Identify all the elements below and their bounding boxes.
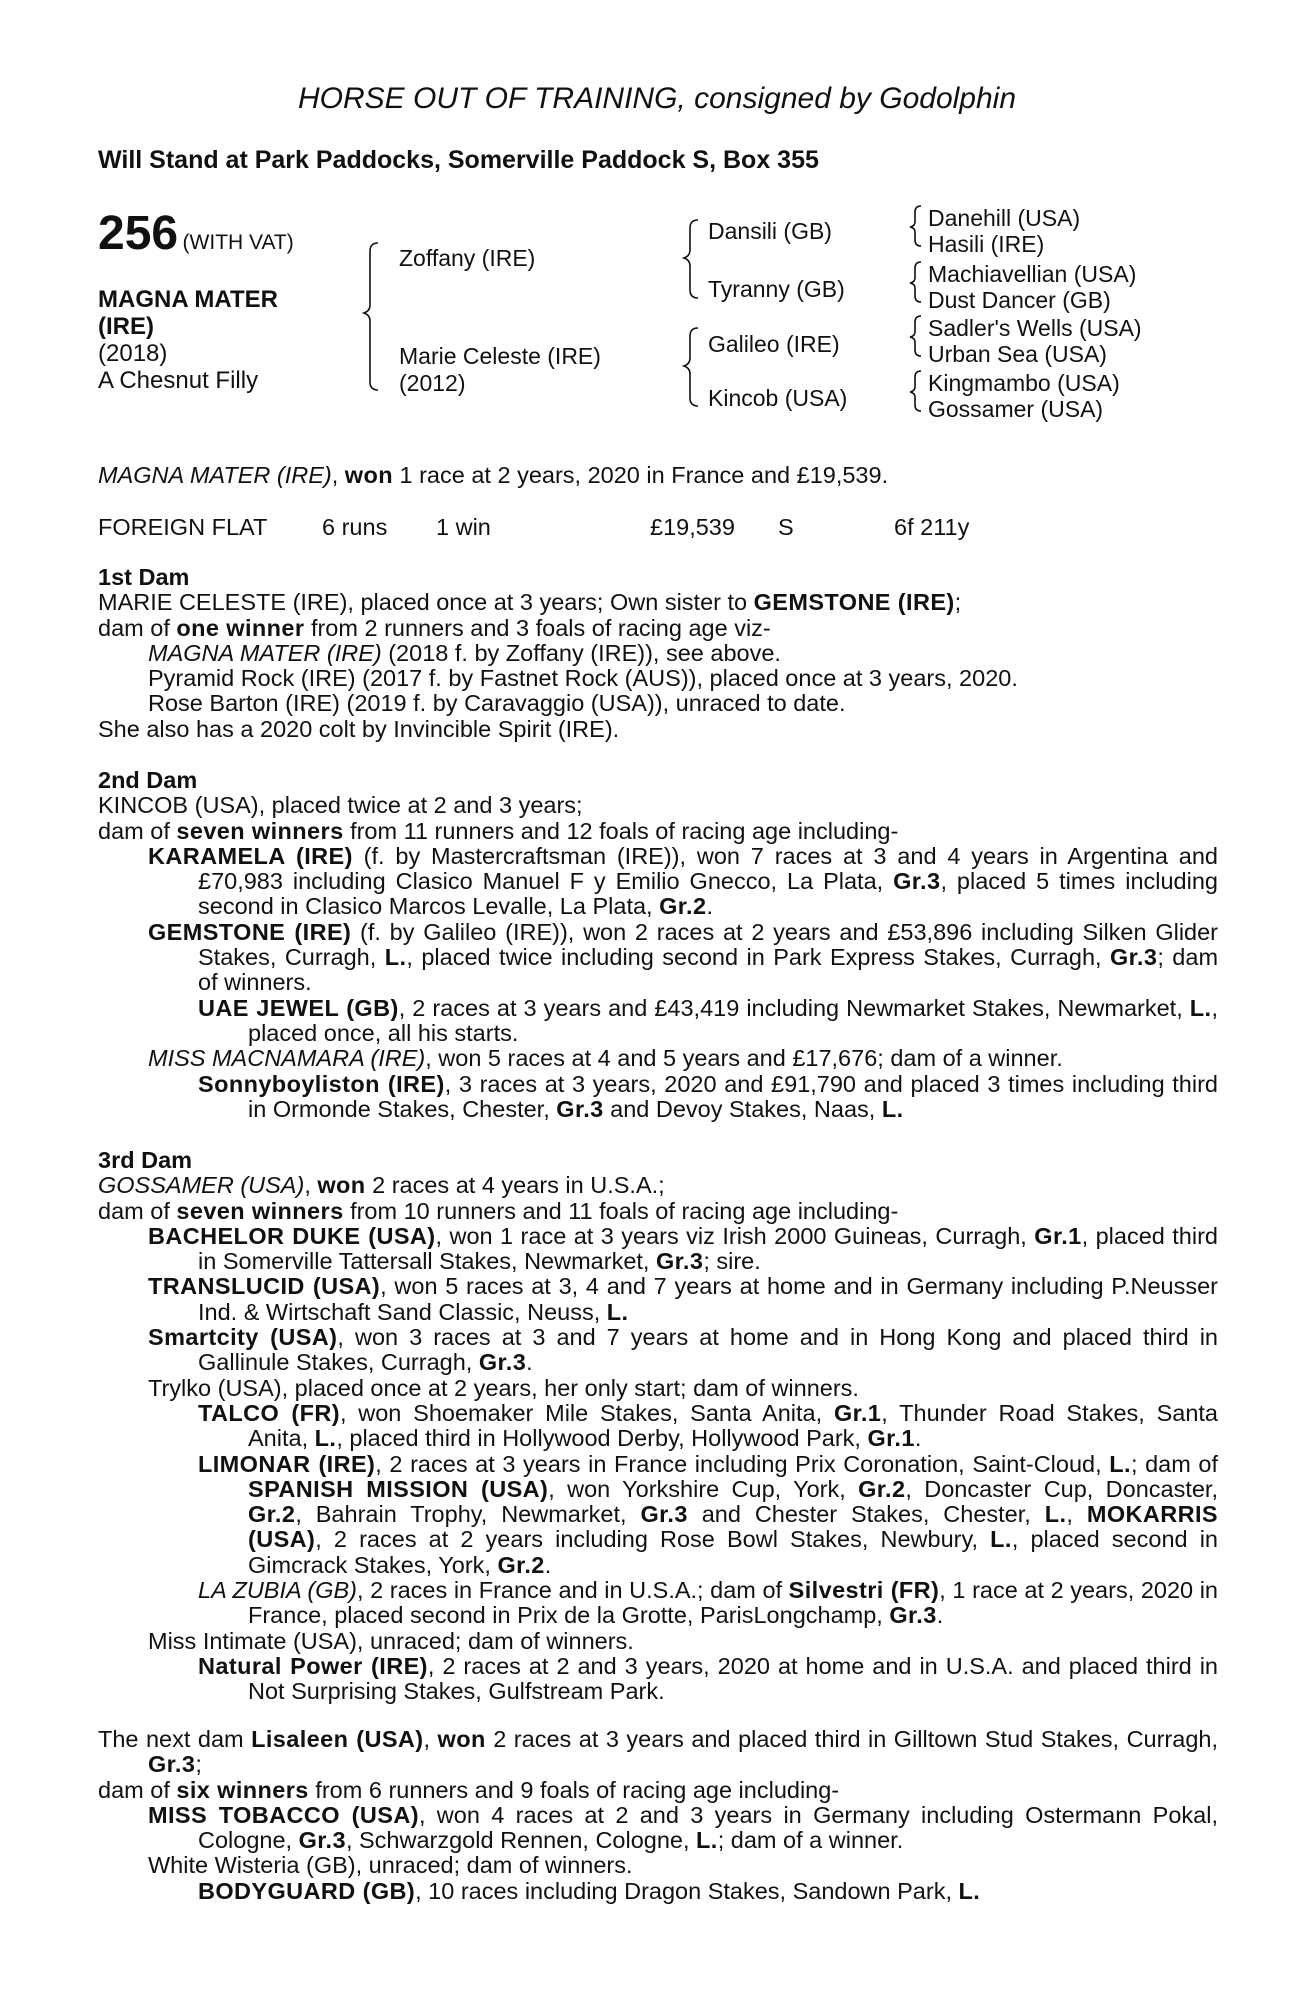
first-dam-section	[98, 565, 1218, 742]
horse-origin: (IRE)	[98, 313, 154, 340]
next-dam-line1: The next dam Lisaleen (USA), won 2 races at 3 years and placed third in Gilltown Stud Stakes, Curragh, Gr.3;	[98, 1726, 1218, 1778]
first-dam-foal3: Rose Barton (IRE) (2019 f. by Caravaggio (USA)), unraced to date.	[148, 690, 846, 717]
pedigree-sire-sire: Dansili (GB)	[708, 218, 832, 244]
pedigree-dam-dam: Kincob (USA)	[708, 385, 848, 411]
pedigree-g5: Sadler's Wells (USA)	[928, 315, 1142, 341]
ff-prize: £19,539	[650, 514, 735, 540]
second-dam-progeny1: KARAMELA (IRE) (f. by Mastercraftsman (IRE)), won 7 races at 3 and 4 years in Argentina and £70,983 including Clasico Manuel F y Emilio Gnecco, La Plata, Gr.3, placed 5 times including second in Clasico Marcos Levalle, La Plata, Gr.2.	[148, 842, 1218, 920]
pedigree-dam-year: (2012)	[399, 370, 466, 396]
ff-runs: 6 runs	[322, 514, 388, 540]
next-dam-progeny1: MISS TOBACCO (USA), won 4 races at 2 and 3 years in Germany including Ostermann Pokal, Cologne, Gr.3, Schwarzgold Rennen, Cologne, L.; dam of a winner.	[148, 1801, 1218, 1854]
next-dam-progeny2: White Wisteria (GB), unraced; dam of winners.	[148, 1852, 633, 1879]
third-dam-line1: GOSSAMER (USA), won 2 races at 4 years in U.S.A.;	[98, 1172, 665, 1199]
pedigree-g6: Urban Sea (USA)	[928, 341, 1107, 367]
third-dam-grandprogeny2: LIMONAR (IRE), 2 races at 3 years in France including Prix Coronation, Saint-Cloud, L.; dam of SPANISH MISSION (USA), won Yorkshire Cup, York, Gr.2, Doncaster Cup, Doncaster, Gr.2, Bahrain Trophy, Newmarket, Gr.3 and Chester Stakes, Chester, L., MOKARRIS (USA), 2 races at 2 years including Rose Bowl Stakes, Newbury, L., placed second in Gimcrack Stakes, York, Gr.2.	[198, 1450, 1218, 1578]
third-dam-line2: dam of seven winners from 10 runners and 11 foals of racing age including-	[98, 1197, 899, 1224]
pedigree-g4: Dust Dancer (GB)	[928, 287, 1111, 313]
pedigree-sire: Zoffany (IRE)	[399, 245, 536, 271]
next-dam-grandprogeny1: BODYGUARD (GB), 10 races including Dragon Stakes, Sandown Park, L.	[198, 1877, 981, 1904]
pedigree-sire-dam: Tyranny (GB)	[708, 276, 845, 302]
second-dam-progeny3: MISS MACNAMARA (IRE), won 5 races at 4 and 5 years and £17,676; dam of a winner.	[148, 1045, 1063, 1072]
first-dam-line2: dam of one winner from 2 runners and 3 foals of racing age viz-	[98, 614, 771, 641]
pedigree-g7: Kingmambo (USA)	[928, 370, 1120, 396]
second-dam-section	[98, 768, 1218, 1122]
next-dam-section	[98, 1727, 1218, 1904]
third-dam-heading: 3rd Dam	[98, 1147, 193, 1173]
third-dam-progeny3: Smartcity (USA), won 3 races at 3 and 7 years at home and in Hong Kong and placed third in Gallinule Stakes, Curragh, Gr.3.	[148, 1324, 1218, 1376]
page-title: HORSE OUT OF TRAINING, consigned by Godolphin	[297, 82, 1017, 115]
ff-going: S	[778, 514, 794, 540]
stand-location: Will Stand at Park Paddocks, Somerville Paddock S, Box 355	[98, 146, 819, 174]
second-dam-heading: 2nd Dam	[98, 767, 198, 793]
summary-text: 1 race at 2 years, 2020 in France and £19,539.	[392, 462, 889, 488]
third-dam-grandprogeny4: Natural Power (IRE), 2 races at 2 and 3 years, 2020 at home and in U.S.A. and placed third in Not Surprising Stakes, Gulfstream Park.	[198, 1652, 1218, 1705]
second-dam-progeny2: GEMSTONE (IRE) (f. by Galileo (IRE)), won 2 races at 2 years and £53,896 including Silken Glider Stakes, Curragh, L., placed twice including second in Park Express Stakes, Curragh, Gr.3; dam of winners.	[148, 918, 1219, 996]
pedigree-g3: Machiavellian (USA)	[928, 261, 1137, 287]
ff-distance: 6f 211y	[894, 514, 970, 540]
horse-name: MAGNA MATER	[98, 286, 278, 313]
pedigree-dam-sire: Galileo (IRE)	[708, 331, 840, 357]
horse-year: (2018)	[98, 340, 168, 367]
ff-label: FOREIGN FLAT	[98, 514, 268, 540]
summary-won: won	[344, 462, 393, 488]
second-dam-grandprogeny1: UAE JEWEL (GB), 2 races at 3 years and £43,419 including Newmarket Stakes, Newmarket, L., placed once, all his starts.	[198, 994, 1218, 1046]
summary-horse-name: MAGNA MATER (IRE)	[98, 462, 332, 488]
next-dam-line2: dam of six winners from 6 runners and 9 foals of racing age including-	[98, 1776, 840, 1803]
pedigree-dam: Marie Celeste (IRE)	[399, 343, 601, 369]
third-dam-progeny2: TRANSLUCID (USA), won 5 races at 3, 4 and 7 years at home and in Germany including P.Neusser Ind. & Wirtschaft Sand Classic, Neuss, L.	[148, 1273, 1218, 1325]
third-dam-grandprogeny3: LA ZUBIA (GB), 2 races in France and in U.S.A.; dam of Silvestri (FR), 1 race at 2 years, 2020 in France, placed second in Prix de la Grotte, ParisLongchamp, Gr.3.	[198, 1577, 1218, 1629]
third-dam-progeny4: Trylko (USA), placed once at 2 years, her only start; dam of winners.	[148, 1374, 859, 1401]
race-summary: MAGNA MATER (IRE), won 1 race at 2 years, 2020 in France and £19,539.	[98, 462, 889, 488]
second-dam-grandprogeny2: Sonnyboyliston (IRE), 3 races at 3 years, 2020 and £91,790 and placed 3 times including third in Ormonde Stakes, Chester, Gr.3 and Devoy Stakes, Naas, L.	[198, 1070, 1218, 1122]
third-dam-progeny1: BACHELOR DUKE (USA), won 1 race at 3 years viz Irish 2000 Guineas, Curragh, Gr.1, placed third in Somerville Tattersall Stakes, Newmarket, Gr.3; sire.	[148, 1222, 1218, 1275]
pedigree-brackets	[0, 0, 1314, 430]
foreign-flat-record	[98, 515, 1218, 540]
third-dam-section	[98, 1148, 1218, 1705]
first-dam-foal1: MAGNA MATER (IRE) (2018 f. by Zoffany (IRE)), see above.	[148, 639, 781, 666]
second-dam-line2: dam of seven winners from 11 runners and 12 foals of racing age including-	[98, 817, 899, 844]
first-dam-foal2: Pyramid Rock (IRE) (2017 f. by Fastnet Rock (AUS)), placed once at 3 years, 2020.	[148, 665, 1018, 692]
pedigree-g1: Danehill (USA)	[928, 205, 1081, 231]
first-dam-line1: MARIE CELESTE (IRE), placed once at 3 years; Own sister to GEMSTONE (IRE);	[98, 589, 962, 616]
second-dam-line1: KINCOB (USA), placed twice at 2 and 3 years;	[98, 792, 583, 819]
vat-note: (WITH VAT)	[182, 231, 294, 254]
third-dam-progeny5: Miss Intimate (USA), unraced; dam of winners.	[148, 1627, 634, 1654]
pedigree-g2: Hasili (IRE)	[928, 231, 1045, 257]
first-dam-heading: 1st Dam	[98, 564, 190, 590]
ff-wins: 1 win	[436, 514, 491, 540]
lot-number: 256	[98, 207, 179, 260]
first-dam-note: She also has a 2020 colt by Invincible Spirit (IRE).	[98, 715, 620, 742]
horse-description: A Chesnut Filly	[98, 367, 259, 394]
third-dam-grandprogeny1: TALCO (FR), won Shoemaker Mile Stakes, Santa Anita, Gr.1, Thunder Road Stakes, Santa Anita, L., placed third in Hollywood Derby, Hollywood Park, Gr.1.	[198, 1399, 1218, 1452]
pedigree-g8: Gossamer (USA)	[928, 396, 1104, 422]
